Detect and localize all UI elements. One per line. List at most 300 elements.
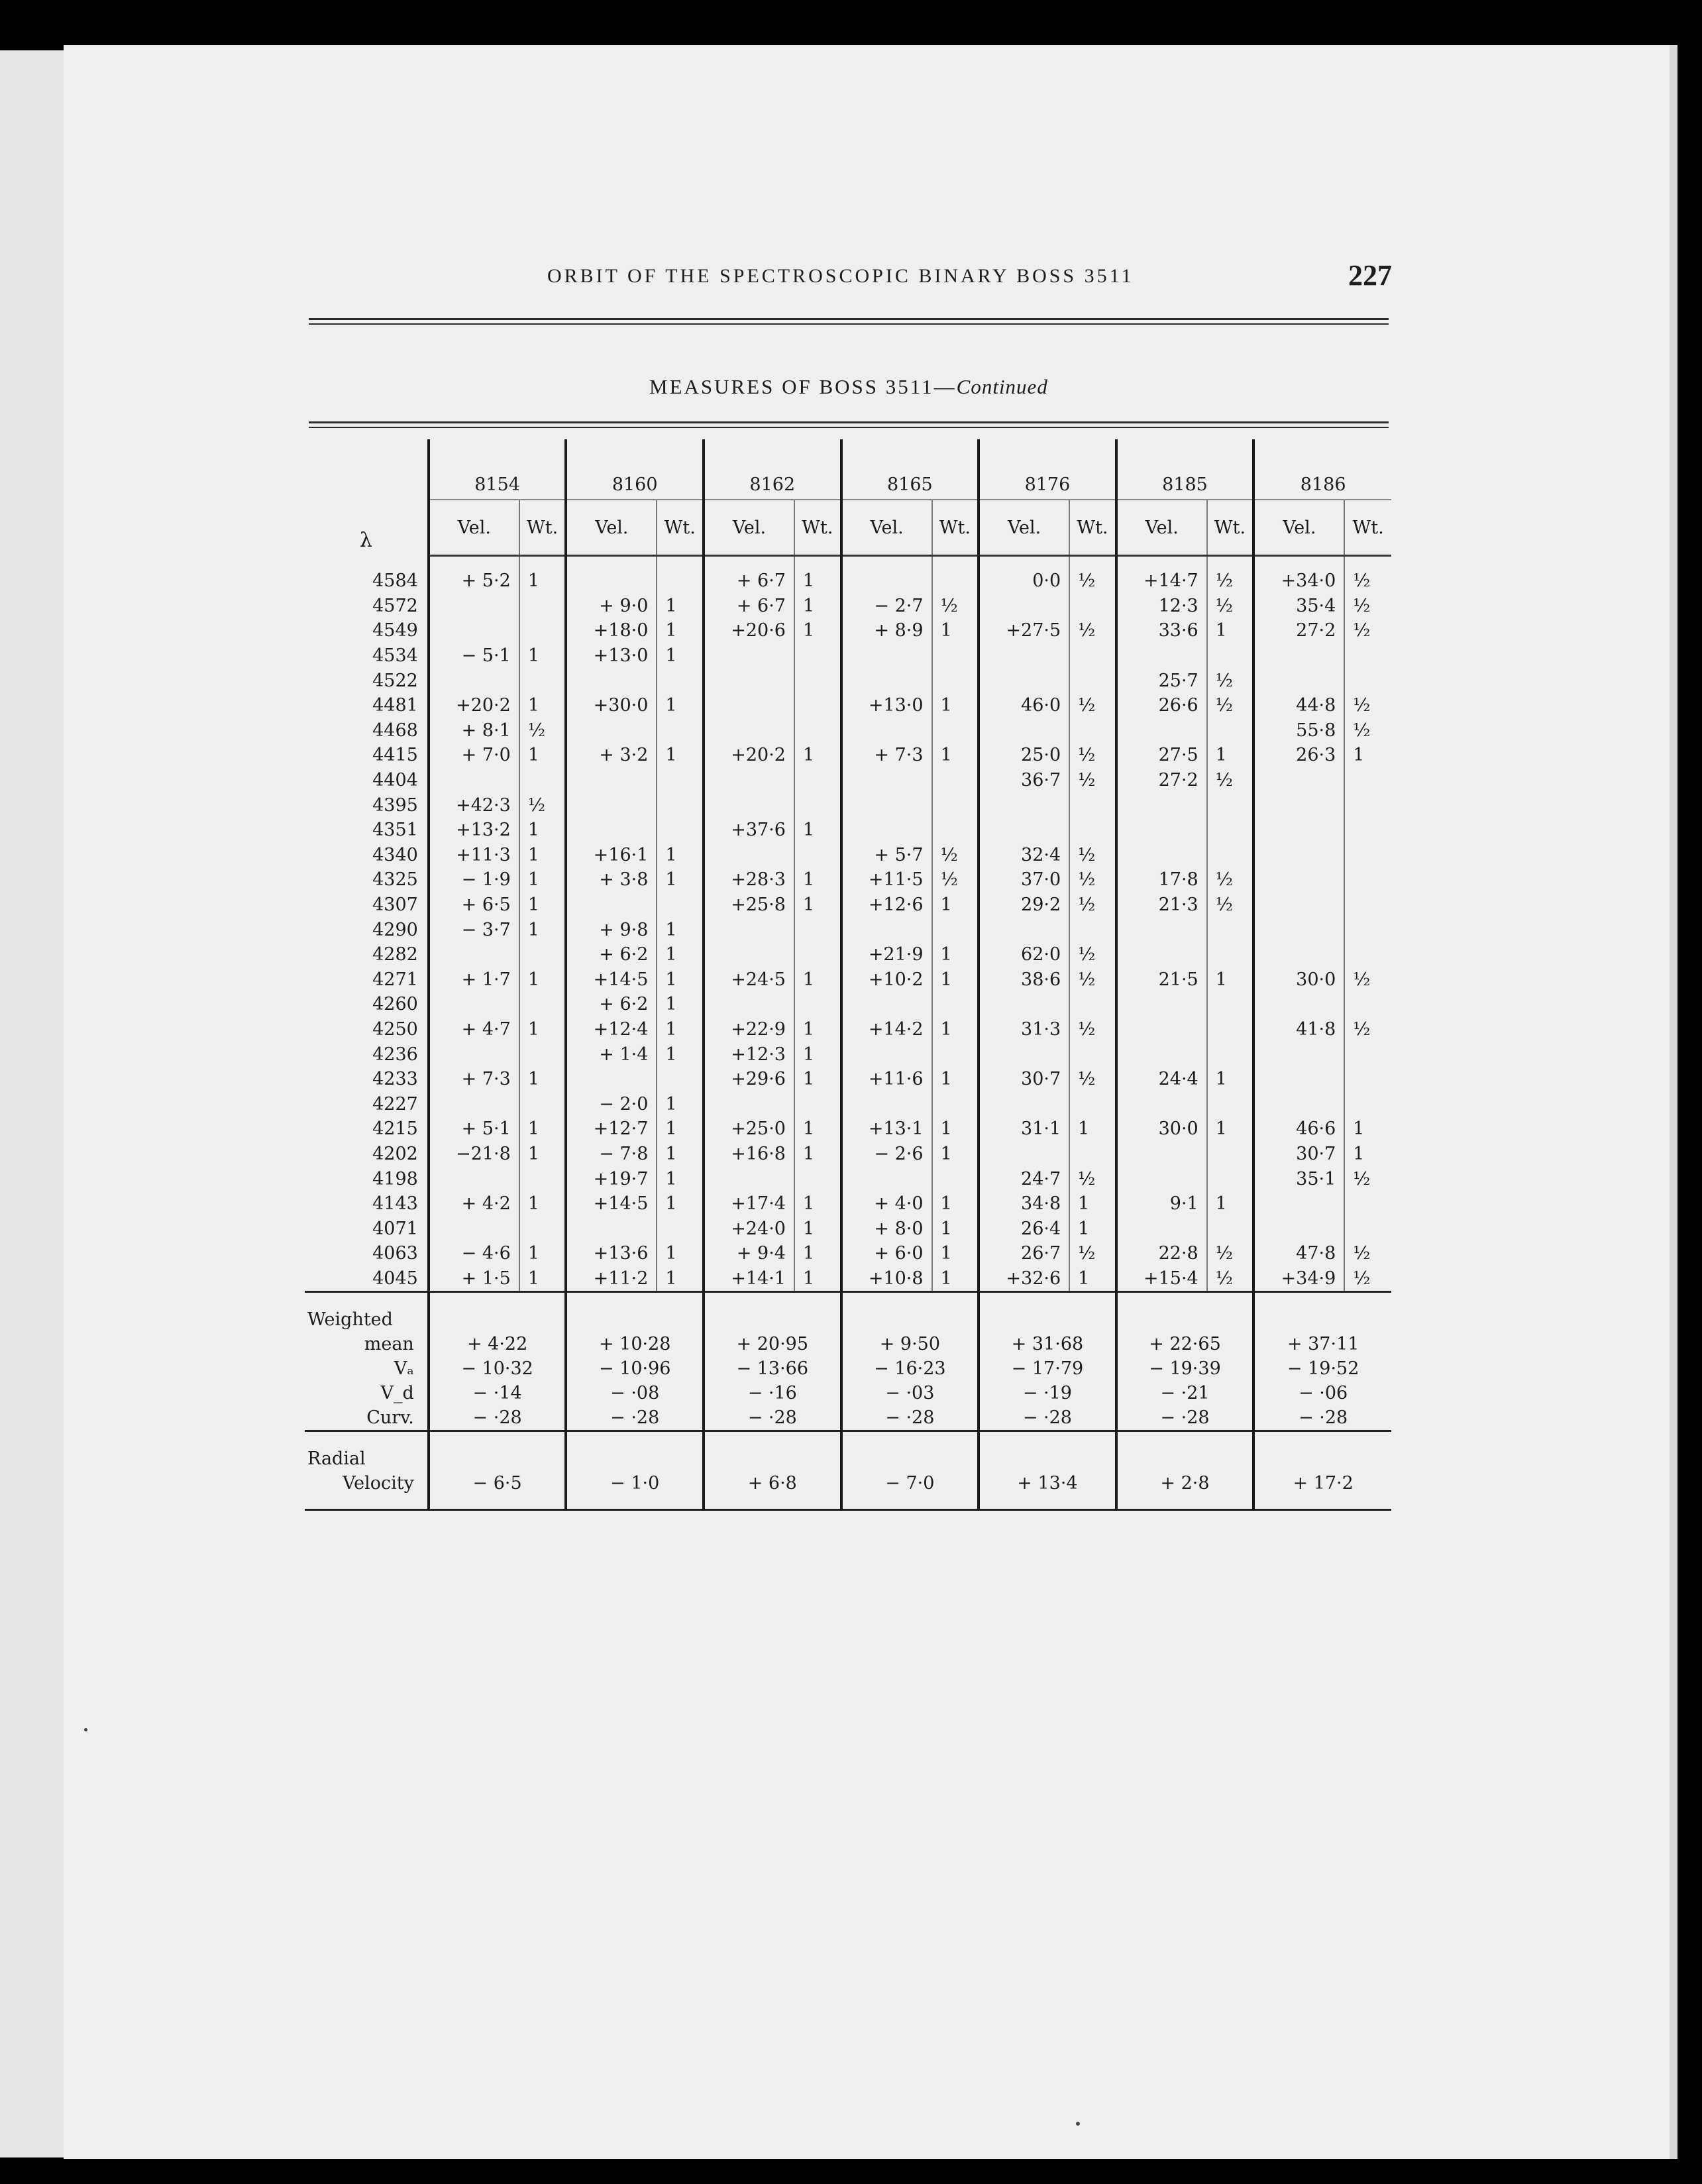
weighted-mean-row-value: + 10·28 <box>566 1332 704 1356</box>
velocity-cell <box>1253 992 1344 1017</box>
velocity-cell: +13·6 <box>566 1241 657 1266</box>
va-row <box>305 1356 1391 1381</box>
velocity-cell <box>841 992 932 1017</box>
velocity-cell: +22·9 <box>704 1017 794 1042</box>
velocity-cell <box>566 1216 657 1241</box>
weight-cell: 1 <box>932 1067 979 1092</box>
velocity-cell <box>429 992 519 1017</box>
velocity-cell: 37·0 <box>979 867 1069 893</box>
velocity-cell <box>429 1042 519 1067</box>
weight-cell: 1 <box>932 1266 979 1292</box>
weight-cell <box>932 668 979 693</box>
weighted-label-row-value <box>429 1307 566 1332</box>
velocity-cell <box>704 668 794 693</box>
weight-cell: 1 <box>657 917 704 942</box>
velocity-cell <box>1116 917 1207 942</box>
plate-header: 8154 <box>429 439 566 500</box>
curv-row-value: − ·28 <box>1116 1405 1254 1431</box>
wt-header: Wt. <box>932 500 979 556</box>
weight-cell: ½ <box>1069 768 1116 793</box>
weight-cell: ½ <box>1069 843 1116 868</box>
summary-divider-cell <box>1253 1292 1391 1308</box>
velocity-cell: 26·4 <box>979 1216 1069 1241</box>
velocity-cell: +13·0 <box>566 643 657 669</box>
weight-cell <box>1207 1166 1254 1191</box>
weight-cell: ½ <box>1207 1266 1254 1292</box>
velocity-cell: 35·4 <box>1253 594 1344 619</box>
wavelength-cell: 4468 <box>372 720 418 741</box>
weight-cell <box>657 718 704 743</box>
wavelength-cell: 4404 <box>372 770 418 791</box>
table-row <box>305 942 1391 967</box>
velocity-cell: +34·9 <box>1253 1266 1344 1292</box>
wavelength-cell: 4325 <box>372 869 418 891</box>
velocity-cell: +10·8 <box>841 1266 932 1292</box>
weight-cell: ½ <box>1069 1166 1116 1191</box>
table-row <box>305 1067 1391 1092</box>
velocity-cell: 36·7 <box>979 768 1069 793</box>
curv-row <box>305 1405 1391 1431</box>
weight-cell <box>794 1166 841 1191</box>
velocity-cell: + 4·0 <box>841 1191 932 1217</box>
table-row <box>305 594 1391 619</box>
header-rule-top <box>309 318 1389 320</box>
weight-cell: 1 <box>932 743 979 768</box>
velocity-cell <box>704 843 794 868</box>
velocity-cell: +12·4 <box>566 1017 657 1042</box>
weight-cell <box>794 942 841 967</box>
weight-cell: ½ <box>1069 942 1116 967</box>
radial-divider <box>305 1431 1391 1447</box>
velocity-cell <box>979 818 1069 843</box>
velocity-cell <box>841 917 932 942</box>
weight-cell: 1 <box>657 942 704 967</box>
summary-divider-cell <box>704 1292 841 1308</box>
weight-cell <box>1344 893 1391 918</box>
velocity-cell <box>1116 1142 1207 1167</box>
weight-cell: 1 <box>932 1142 979 1167</box>
weighted-mean-row-label: mean <box>364 1334 414 1355</box>
velocity-cell: 55·8 <box>1253 718 1344 743</box>
velocity-cell <box>704 917 794 942</box>
velocity-cell <box>429 942 519 967</box>
velocity-cell <box>429 768 519 793</box>
velocity-cell: +42·3 <box>429 792 519 818</box>
weight-cell: 1 <box>657 843 704 868</box>
velocity-cell <box>429 1166 519 1191</box>
velocity-cell: +34·0 <box>1253 556 1344 594</box>
weight-cell: ½ <box>1069 867 1116 893</box>
weight-cell <box>1344 668 1391 693</box>
weight-cell: ½ <box>932 594 979 619</box>
table-row <box>305 917 1391 942</box>
weight-cell <box>794 1091 841 1117</box>
wavelength-cell: 4522 <box>372 670 418 691</box>
velocity-cell <box>841 1091 932 1117</box>
weight-cell <box>794 668 841 693</box>
velocity-cell: 31·3 <box>979 1017 1069 1042</box>
radial-divider-cell <box>305 1431 429 1447</box>
weight-cell <box>1344 843 1391 868</box>
velocity-cell: +19·7 <box>566 1166 657 1191</box>
velocity-cell: 26·6 <box>1116 693 1207 718</box>
radial-velocity-row-value: + 13·4 <box>979 1471 1116 1510</box>
velocity-cell: +11·6 <box>841 1067 932 1092</box>
measures-body <box>305 556 1391 1292</box>
weighted-mean-row-value: + 22·65 <box>1116 1332 1254 1356</box>
weight-cell: ½ <box>1069 1067 1116 1092</box>
weight-cell: 1 <box>932 967 979 993</box>
weight-cell: 1 <box>657 743 704 768</box>
weight-cell: 1 <box>657 1117 704 1142</box>
weight-cell: 1 <box>657 1241 704 1266</box>
weight-cell: 1 <box>657 967 704 993</box>
table-row <box>305 1216 1391 1241</box>
table-row <box>305 693 1391 718</box>
vel-wt-header-row <box>305 500 1391 556</box>
radial-velocity-row-value: − 7·0 <box>841 1471 979 1510</box>
vd-row <box>305 1381 1391 1405</box>
velocity-cell <box>1116 1042 1207 1067</box>
weight-cell <box>932 818 979 843</box>
weight-cell <box>519 992 566 1017</box>
velocity-cell: +13·0 <box>841 693 932 718</box>
weight-cell <box>932 792 979 818</box>
wavelength-cell: 4071 <box>372 1218 418 1239</box>
weight-cell: ½ <box>1207 768 1254 793</box>
weight-cell <box>519 1216 566 1241</box>
velocity-cell: 9·1 <box>1116 1191 1207 1217</box>
weight-cell: 1 <box>932 893 979 918</box>
velocity-cell <box>1116 1166 1207 1191</box>
table-row <box>305 718 1391 743</box>
weight-cell <box>794 792 841 818</box>
radial-velocity-row <box>305 1471 1391 1510</box>
velocity-cell <box>1253 668 1344 693</box>
velocity-cell <box>1116 992 1207 1017</box>
weight-cell: 1 <box>932 942 979 967</box>
radial-divider-cell <box>1116 1431 1254 1447</box>
weight-cell <box>1069 917 1116 942</box>
weight-cell: 1 <box>794 1241 841 1266</box>
velocity-cell <box>841 718 932 743</box>
weight-cell: 1 <box>932 1117 979 1142</box>
velocity-cell: 35·1 <box>1253 1166 1344 1191</box>
weight-cell: ½ <box>1069 1017 1116 1042</box>
plate-header-row <box>305 439 1391 500</box>
va-row-value: − 19·39 <box>1116 1356 1254 1381</box>
velocity-cell <box>841 768 932 793</box>
weight-cell <box>519 594 566 619</box>
weight-cell: ½ <box>1344 718 1391 743</box>
velocity-cell: + 9·4 <box>704 1241 794 1266</box>
summary-divider-cell <box>566 1292 704 1308</box>
weight-cell <box>1207 718 1254 743</box>
radial-velocity-row-value: + 2·8 <box>1116 1471 1254 1510</box>
table-rule-top-2 <box>309 427 1389 428</box>
velocity-cell <box>1116 818 1207 843</box>
wavelength-cell: 4340 <box>372 844 418 865</box>
weight-cell: 1 <box>794 1067 841 1092</box>
weight-cell: 1 <box>1207 1067 1254 1092</box>
weight-cell: 1 <box>519 1191 566 1217</box>
weighted-label-row-value <box>566 1307 704 1332</box>
weight-cell: 1 <box>1207 618 1254 643</box>
velocity-cell: +25·8 <box>704 893 794 918</box>
weight-cell <box>657 792 704 818</box>
velocity-cell <box>704 768 794 793</box>
va-row-label: Vₐ <box>394 1358 414 1380</box>
velocity-cell <box>979 643 1069 669</box>
radial-label-row-value <box>566 1447 704 1471</box>
weight-cell: 1 <box>657 1191 704 1217</box>
velocity-cell: 41·8 <box>1253 1017 1344 1042</box>
weight-cell <box>1207 1017 1254 1042</box>
weight-cell: 1 <box>1069 1191 1116 1217</box>
plate-header: 8162 <box>704 439 841 500</box>
velocity-cell <box>566 818 657 843</box>
velocity-cell: + 6·2 <box>566 942 657 967</box>
wavelength-cell: 4063 <box>372 1243 418 1264</box>
curv-row-value: − ·28 <box>1253 1405 1391 1431</box>
weight-cell: ½ <box>1069 743 1116 768</box>
velocity-cell <box>841 668 932 693</box>
velocity-cell: + 4·7 <box>429 1017 519 1042</box>
velocity-cell <box>566 893 657 918</box>
radial-velocity-row-value: − 1·0 <box>566 1471 704 1510</box>
velocity-cell: + 9·0 <box>566 594 657 619</box>
vd-row-value: − ·03 <box>841 1381 979 1405</box>
velocity-cell: 24·7 <box>979 1166 1069 1191</box>
weight-cell <box>1207 992 1254 1017</box>
velocity-cell: 27·2 <box>1253 618 1344 643</box>
velocity-cell: 22·8 <box>1116 1241 1207 1266</box>
velocity-cell <box>1116 643 1207 669</box>
table-row <box>305 1017 1391 1042</box>
weight-cell <box>932 1166 979 1191</box>
weight-cell: 1 <box>932 1241 979 1266</box>
weight-cell <box>794 718 841 743</box>
velocity-cell: 30·7 <box>1253 1142 1344 1167</box>
velocity-cell: 27·2 <box>1116 768 1207 793</box>
velocity-cell <box>566 668 657 693</box>
weight-cell: 1 <box>794 818 841 843</box>
velocity-cell: 32·4 <box>979 843 1069 868</box>
velocity-cell: −21·8 <box>429 1142 519 1167</box>
velocity-cell <box>1116 942 1207 967</box>
weight-cell: 1 <box>932 693 979 718</box>
velocity-cell: + 8·0 <box>841 1216 932 1241</box>
weight-cell <box>1207 792 1254 818</box>
wavelength-cell: 4584 <box>372 570 418 591</box>
velocity-cell <box>979 1142 1069 1167</box>
velocity-cell: +16·8 <box>704 1142 794 1167</box>
weight-cell: 1 <box>657 1142 704 1167</box>
va-row-value: − 10·96 <box>566 1356 704 1381</box>
weight-cell: ½ <box>1344 967 1391 993</box>
radial-label-row-value <box>429 1447 566 1471</box>
page-speck <box>1076 2122 1080 2126</box>
weighted-mean-row-value: + 9·50 <box>841 1332 979 1356</box>
weighted-label-row-value <box>841 1307 979 1332</box>
velocity-cell <box>704 992 794 1017</box>
plate-header: 8186 <box>1253 439 1391 500</box>
running-title: ORBIT OF THE SPECTROSCOPIC BINARY BOSS 3511 <box>547 265 1134 287</box>
velocity-cell: + 7·3 <box>841 743 932 768</box>
wt-header: Wt. <box>794 500 841 556</box>
weight-cell: 1 <box>1207 1117 1254 1142</box>
wavelength-cell: 4260 <box>372 994 418 1015</box>
vd-row-value: − ·14 <box>429 1381 566 1405</box>
velocity-cell <box>704 942 794 967</box>
wavelength-cell: 4534 <box>372 645 418 667</box>
summary-divider-cell <box>841 1292 979 1308</box>
weight-cell: ½ <box>1207 668 1254 693</box>
radial-label-row-value <box>841 1447 979 1471</box>
weight-cell <box>519 1091 566 1117</box>
velocity-cell: +29·6 <box>704 1067 794 1092</box>
vd-row-value: − ·19 <box>979 1381 1116 1405</box>
wavelength-cell: 4271 <box>372 969 418 990</box>
velocity-cell <box>841 1042 932 1067</box>
wavelength-cell: 4481 <box>372 695 418 716</box>
vd-row-value: − ·08 <box>566 1381 704 1405</box>
velocity-cell: + 8·1 <box>429 718 519 743</box>
weight-cell <box>1207 643 1254 669</box>
weight-cell <box>1069 643 1116 669</box>
vel-header: Vel. <box>979 500 1069 556</box>
weight-cell: 1 <box>657 1017 704 1042</box>
velocity-cell <box>979 792 1069 818</box>
radial-divider-cell <box>1253 1431 1391 1447</box>
weight-cell <box>1207 1042 1254 1067</box>
velocity-cell <box>1116 1216 1207 1241</box>
table-row <box>305 843 1391 868</box>
velocity-cell: + 5·1 <box>429 1117 519 1142</box>
velocity-cell <box>429 594 519 619</box>
velocity-cell <box>979 718 1069 743</box>
velocity-cell: − 2·7 <box>841 594 932 619</box>
velocity-cell <box>429 668 519 693</box>
table-row <box>305 643 1391 669</box>
summary-divider-cell <box>1116 1292 1254 1308</box>
weight-cell: ½ <box>519 792 566 818</box>
weighted-label-row <box>305 1307 1391 1332</box>
weight-cell <box>1069 992 1116 1017</box>
weight-cell <box>932 556 979 594</box>
summary-divider-cell <box>305 1292 429 1308</box>
weight-cell <box>1069 594 1116 619</box>
plate-header: 8176 <box>979 439 1116 500</box>
wavelength-cell: 4282 <box>372 944 418 965</box>
weighted-mean-row-value: + 20·95 <box>704 1332 841 1356</box>
weight-cell: ½ <box>932 867 979 893</box>
curv-row-value: − ·28 <box>841 1405 979 1431</box>
table-row <box>305 1191 1391 1217</box>
velocity-cell: +20·6 <box>704 618 794 643</box>
table-row <box>305 1241 1391 1266</box>
wavelength-cell: 4233 <box>372 1069 418 1090</box>
wavelength-cell: 4250 <box>372 1018 418 1040</box>
velocity-cell: 24·4 <box>1116 1067 1207 1092</box>
table-row <box>305 867 1391 893</box>
weight-cell: 1 <box>1344 1117 1391 1142</box>
weight-cell <box>1344 768 1391 793</box>
weight-cell: 1 <box>519 643 566 669</box>
weighted-mean-row <box>305 1332 1391 1356</box>
table-row <box>305 743 1391 768</box>
radial-label-row <box>305 1447 1391 1471</box>
radial-velocity-row-value: + 6·8 <box>704 1471 841 1510</box>
weight-cell <box>1344 1067 1391 1092</box>
weight-cell <box>519 942 566 967</box>
wavelength-cell: 4202 <box>372 1143 418 1164</box>
weight-cell: 1 <box>794 556 841 594</box>
weight-cell <box>932 1042 979 1067</box>
vd-row-value: − ·06 <box>1253 1381 1391 1405</box>
weight-cell: ½ <box>932 843 979 868</box>
wavelength-cell: 4549 <box>372 620 418 641</box>
velocity-cell: − 1·9 <box>429 867 519 893</box>
velocity-cell <box>566 556 657 594</box>
velocity-cell <box>704 643 794 669</box>
weight-cell <box>657 1216 704 1241</box>
wt-header: Wt. <box>1069 500 1116 556</box>
velocity-cell: 12·3 <box>1116 594 1207 619</box>
velocity-cell <box>704 1166 794 1191</box>
weight-cell <box>657 893 704 918</box>
table-title-main: MEASURES OF BOSS 3511— <box>649 375 957 398</box>
weight-cell: ½ <box>1344 618 1391 643</box>
weight-cell <box>794 917 841 942</box>
weight-cell: 1 <box>519 1266 566 1292</box>
table-title <box>649 375 1048 399</box>
velocity-cell <box>979 992 1069 1017</box>
weight-cell <box>519 1042 566 1067</box>
velocity-cell: +14·5 <box>566 967 657 993</box>
radial-label-row-value <box>1116 1447 1254 1471</box>
weight-cell: 1 <box>794 1042 841 1067</box>
weight-cell <box>932 992 979 1017</box>
va-row-value: − 16·23 <box>841 1356 979 1381</box>
velocity-cell <box>1253 1216 1344 1241</box>
velocity-cell: + 7·0 <box>429 743 519 768</box>
velocity-cell: − 5·1 <box>429 643 519 669</box>
velocity-cell: 29·2 <box>979 893 1069 918</box>
velocity-cell: +14·7 <box>1116 556 1207 594</box>
weight-cell <box>657 768 704 793</box>
weight-cell: ½ <box>1207 594 1254 619</box>
velocity-cell: +16·1 <box>566 843 657 868</box>
curv-row-value: − ·28 <box>429 1405 566 1431</box>
velocity-cell <box>704 1091 794 1117</box>
weight-cell <box>1069 792 1116 818</box>
weight-cell: 1 <box>794 1017 841 1042</box>
table-row <box>305 967 1391 993</box>
velocity-cell: 30·0 <box>1253 967 1344 993</box>
weight-cell: 1 <box>794 594 841 619</box>
radial-velocity-row-label: Velocity <box>305 1471 429 1510</box>
velocity-cell <box>841 818 932 843</box>
velocity-cell: +11·5 <box>841 867 932 893</box>
weight-cell: 1 <box>657 643 704 669</box>
weight-cell: ½ <box>1207 1241 1254 1266</box>
radial-velocity-row-value: + 17·2 <box>1253 1471 1391 1510</box>
velocity-cell: 26·7 <box>979 1241 1069 1266</box>
weight-cell <box>657 668 704 693</box>
velocity-cell <box>1253 818 1344 843</box>
weight-cell <box>1344 643 1391 669</box>
